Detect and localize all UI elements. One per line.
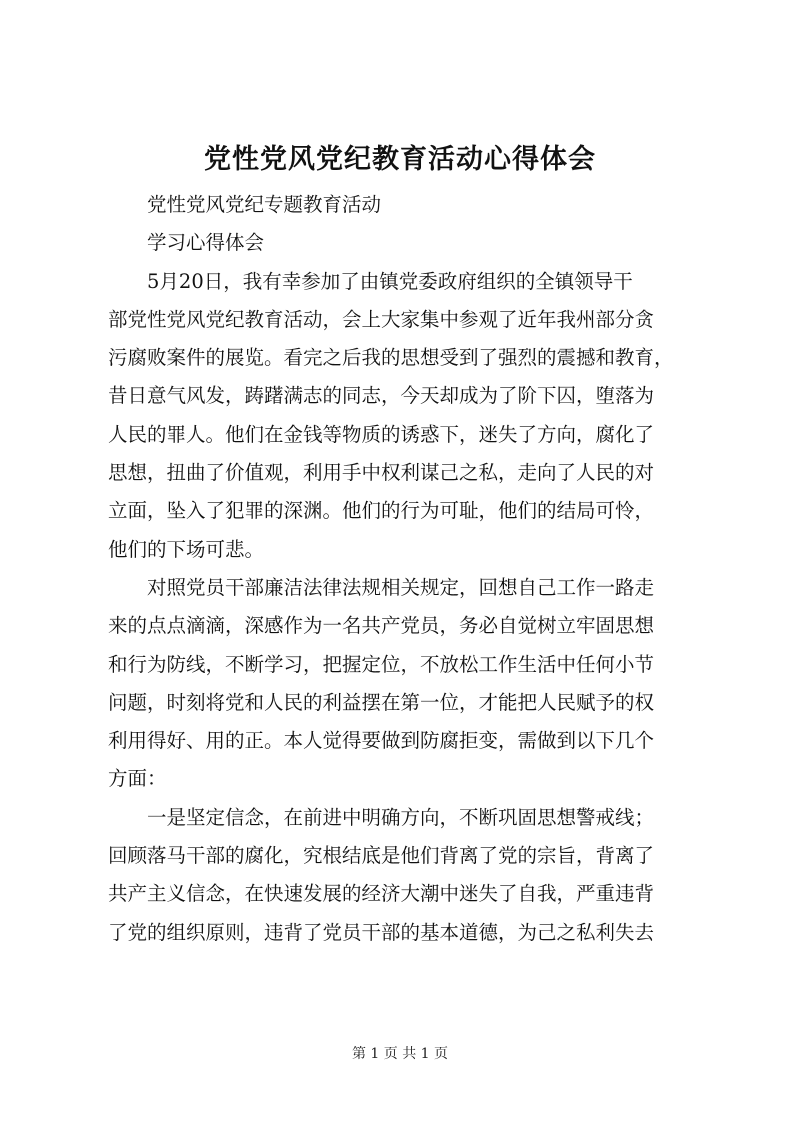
document-title: 党性党风党纪教育活动心得体会 [204,144,596,175]
document-body [108,186,708,952]
paragraph-2: 对照党员干部廉洁法律法规相关规定，回想自己工作一路走 来的点点滴滴，深感作为一名共产党员，务必自觉树立牢固思想 和行为防线，不断学习，把握定位，不放松工作生活中任何小节 问题，时刻将党和人民的利益摆在第一位，才能把人民赋予的权 利用得好、用的正。本人觉得要做到防腐拒变，需做到以下几个 方面： [108,575,655,791]
paragraph-3: 一是坚定信念，在前进中明确方向，不断巩固思想警戒线； 回顾落马干部的腐化，究根结底是他们背离了党的宗旨，背离了 共产主义信念，在快速发展的经济大潮中迷失了自我，严重违背 了党的组织原则，违背了党员干部的基本道德，为己之私利失去 [108,805,655,944]
paragraph-1: 5月20日，我有幸参加了由镇党委政府组织的全镇领导干 部党性党风党纪教育活动，会上大家集中参观了近年我州部分贪 污腐败案件的展览。看完之后我的思想受到了强烈的震撼和教育， 昔日意气风发，踌躇满志的同志，今天却成为了阶下囚，堕落为 人民的罪人。他们在金钱等物质的诱惑下，迷失了方向，腐化了 思想，扭曲了价值观，利用手中权利谋己之私，走向了人民的对 立面，坠入了犯罪的深渊。他们的行为可耻，他们的结局可怜， 他们的下场可悲。 [108,269,674,561]
subtitle-line-2: 学习心得体会 [147,231,265,255]
subtitle-line-1: 党性党风党纪专题教育活动 [147,193,382,216]
page-footer: 第 1 页 共 1 页 [351,1046,449,1062]
